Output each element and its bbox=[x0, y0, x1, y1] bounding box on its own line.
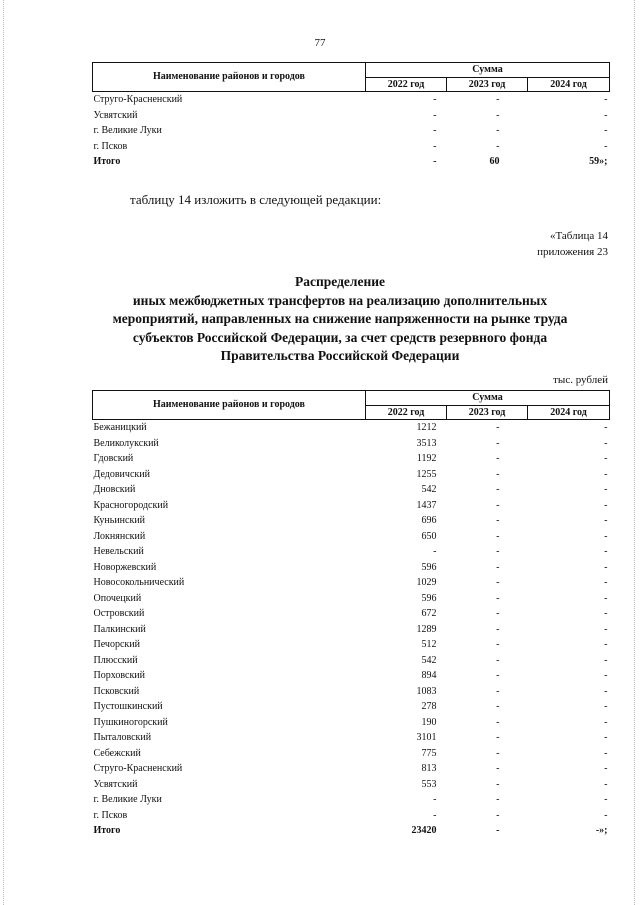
table-row bbox=[93, 808, 610, 824]
district-name: Великолукский bbox=[93, 437, 159, 449]
value-cell: - bbox=[496, 561, 500, 573]
value-cell: - bbox=[496, 453, 500, 464]
value-cell: - bbox=[604, 453, 608, 464]
value-cell: - bbox=[433, 140, 437, 152]
table-row bbox=[93, 591, 610, 607]
district-name: Новосокольнический bbox=[93, 577, 185, 588]
table-reference bbox=[537, 228, 608, 260]
value-cell: - bbox=[604, 763, 608, 774]
district-name: Новоржевский bbox=[93, 561, 157, 573]
value-cell: - bbox=[604, 732, 608, 743]
value-cell: - bbox=[496, 716, 500, 728]
value-cell: - bbox=[604, 437, 608, 449]
table-row bbox=[93, 108, 610, 124]
table-title-line: Правительства Российской Федерации bbox=[220, 348, 460, 363]
table-row bbox=[93, 513, 610, 529]
top-table-body bbox=[93, 92, 610, 170]
value-cell: 1192 bbox=[416, 453, 437, 464]
value-cell: - bbox=[604, 654, 608, 666]
value-cell: - bbox=[604, 809, 608, 821]
value-cell: 553 bbox=[421, 778, 437, 790]
district-name: Усвятский bbox=[93, 109, 138, 121]
value-cell: - bbox=[433, 156, 437, 167]
value-cell: - bbox=[496, 530, 500, 542]
district-name: Псковский bbox=[93, 685, 140, 697]
value-cell: 1212 bbox=[416, 422, 437, 433]
table-reference-line: приложения 23 bbox=[537, 246, 608, 258]
value-cell: 1029 bbox=[416, 577, 437, 588]
table-row bbox=[93, 606, 610, 622]
value-cell: - bbox=[604, 577, 608, 588]
column-header-year: 2024 год bbox=[528, 78, 610, 92]
district-name: Плюсский bbox=[93, 654, 138, 666]
table-title-line: субъектов Российской Федерации, за счет средств резервного фонда bbox=[132, 329, 548, 345]
column-header-name: Наименование районов и городов bbox=[93, 391, 366, 420]
value-cell: - bbox=[604, 468, 608, 480]
margin-line-left bbox=[3, 0, 5, 905]
value-cell: 542 bbox=[421, 484, 437, 495]
value-cell: - bbox=[604, 747, 608, 759]
column-header-name: Наименование районов и городов bbox=[93, 63, 366, 92]
value-cell: - bbox=[496, 608, 500, 619]
value-cell: - bbox=[496, 109, 500, 121]
value-cell: - bbox=[433, 94, 437, 105]
value-cell: 59»; bbox=[589, 156, 608, 167]
value-cell: - bbox=[433, 109, 437, 121]
table-row bbox=[93, 684, 610, 700]
value-cell: - bbox=[604, 778, 608, 790]
value-cell: - bbox=[496, 778, 500, 790]
table-row bbox=[93, 668, 610, 684]
column-header-sum: Сумма bbox=[366, 391, 610, 406]
table-row bbox=[93, 529, 610, 545]
table-row bbox=[93, 467, 610, 483]
district-name: г. Псков bbox=[93, 809, 128, 821]
district-name: Себежский bbox=[93, 747, 141, 759]
value-cell: 1255 bbox=[416, 468, 437, 480]
table-row bbox=[93, 761, 610, 777]
value-cell: - bbox=[496, 484, 500, 495]
value-cell: 3513 bbox=[416, 437, 437, 449]
main-table-body bbox=[93, 420, 610, 839]
value-cell: 696 bbox=[421, 515, 437, 526]
value-cell: - bbox=[604, 422, 608, 433]
value-cell: - bbox=[496, 125, 500, 136]
table-total-row bbox=[93, 154, 610, 170]
value-cell: - bbox=[433, 546, 437, 557]
table-row bbox=[93, 482, 610, 498]
column-header-year: 2024 год bbox=[528, 406, 610, 420]
table-row bbox=[93, 715, 610, 731]
value-cell: 596 bbox=[421, 561, 437, 573]
column-header-year: 2023 год bbox=[447, 78, 528, 92]
column-header-year: 2022 год bbox=[366, 78, 447, 92]
table-row bbox=[93, 420, 610, 436]
district-name: г. Великие Луки bbox=[93, 794, 162, 805]
value-cell: 1437 bbox=[416, 499, 437, 511]
district-name: Струго-Красненский bbox=[93, 763, 183, 774]
value-cell: - bbox=[496, 546, 500, 557]
total-label: Итого bbox=[93, 825, 121, 836]
district-name: Палкинский bbox=[93, 623, 146, 635]
margin-line-right bbox=[634, 0, 636, 905]
table-total-row bbox=[93, 823, 610, 839]
table-row bbox=[93, 139, 610, 155]
value-cell: - bbox=[604, 639, 608, 650]
value-cell: - bbox=[496, 592, 500, 604]
value-cell: - bbox=[604, 546, 608, 557]
district-name: Пыталовский bbox=[93, 732, 152, 743]
value-cell: - bbox=[604, 530, 608, 542]
table-row bbox=[93, 746, 610, 762]
value-cell: - bbox=[604, 515, 608, 526]
district-name: Дедовичский bbox=[93, 468, 150, 480]
value-cell: - bbox=[604, 592, 608, 604]
value-cell: - bbox=[604, 561, 608, 573]
value-cell: -»; bbox=[595, 825, 608, 836]
value-cell: 512 bbox=[421, 639, 437, 650]
value-cell: - bbox=[496, 763, 500, 774]
table-row bbox=[93, 622, 610, 638]
top-table bbox=[92, 62, 610, 170]
district-name: Бежаницкий bbox=[93, 422, 147, 433]
district-name: Островский bbox=[93, 608, 145, 619]
table-row bbox=[93, 777, 610, 793]
value-cell: - bbox=[604, 623, 608, 635]
value-cell: - bbox=[604, 670, 608, 681]
table-row bbox=[93, 451, 610, 467]
table-title-line: иных межбюджетных трансфертов на реализацию дополнительных bbox=[132, 292, 548, 308]
table-row bbox=[93, 637, 610, 653]
value-cell: - bbox=[604, 94, 608, 105]
units-label: тыс. рублей bbox=[553, 374, 608, 386]
value-cell: - bbox=[604, 794, 608, 805]
page-number: 77 bbox=[314, 37, 326, 49]
table-row bbox=[93, 436, 610, 452]
value-cell: - bbox=[433, 125, 437, 136]
value-cell: - bbox=[496, 639, 500, 650]
table-row bbox=[93, 699, 610, 715]
value-cell: 813 bbox=[421, 763, 437, 774]
value-cell: - bbox=[496, 422, 500, 433]
value-cell: 278 bbox=[421, 701, 437, 712]
value-cell: 60 bbox=[489, 156, 500, 167]
value-cell: 190 bbox=[421, 716, 437, 728]
district-name: г. Псков bbox=[93, 140, 128, 152]
table-row bbox=[93, 792, 610, 808]
value-cell: 3101 bbox=[416, 732, 437, 743]
value-cell: 775 bbox=[421, 747, 437, 759]
value-cell: - bbox=[433, 809, 437, 821]
district-name: Красногородский bbox=[93, 499, 169, 511]
value-cell: 672 bbox=[421, 608, 437, 619]
district-name: Дновский bbox=[93, 484, 136, 495]
value-cell: - bbox=[433, 794, 437, 805]
column-header-year: 2023 год bbox=[447, 406, 528, 420]
value-cell: - bbox=[604, 125, 608, 136]
value-cell: - bbox=[496, 515, 500, 526]
district-name: Усвятский bbox=[93, 778, 138, 790]
district-name: Струго-Красненский bbox=[93, 94, 183, 105]
main-table bbox=[92, 390, 610, 839]
value-cell: 542 bbox=[421, 654, 437, 666]
table-row bbox=[93, 123, 610, 139]
value-cell: 596 bbox=[421, 592, 437, 604]
value-cell: - bbox=[496, 140, 500, 152]
table-title bbox=[60, 273, 620, 366]
value-cell: - bbox=[604, 685, 608, 697]
table-row bbox=[93, 575, 610, 591]
value-cell: 894 bbox=[421, 670, 437, 681]
table-title-line: мероприятий, направленных на снижение напряженности на рынке труда bbox=[112, 311, 568, 326]
value-cell: 1083 bbox=[416, 685, 437, 697]
total-label: Итого bbox=[93, 156, 121, 167]
district-name: Печорский bbox=[93, 639, 140, 650]
value-cell: 23420 bbox=[411, 825, 437, 836]
value-cell: - bbox=[604, 701, 608, 712]
district-name: Куньинский bbox=[93, 515, 146, 526]
value-cell: - bbox=[496, 825, 500, 836]
table-row bbox=[93, 653, 610, 669]
table-reference-line: «Таблица 14 bbox=[549, 230, 608, 242]
value-cell: - bbox=[496, 732, 500, 743]
district-name: Пустошкинский bbox=[93, 701, 163, 712]
column-header-year: 2022 год bbox=[366, 406, 447, 420]
table-title-line: Распределение bbox=[294, 274, 386, 289]
district-name: Невельский bbox=[93, 546, 144, 557]
table-row bbox=[93, 498, 610, 514]
district-name: Гдовский bbox=[93, 453, 134, 464]
value-cell: - bbox=[604, 484, 608, 495]
value-cell: - bbox=[496, 468, 500, 480]
value-cell: - bbox=[496, 701, 500, 712]
table-row bbox=[93, 730, 610, 746]
value-cell: - bbox=[496, 499, 500, 511]
district-name: Порховский bbox=[93, 670, 146, 681]
value-cell: - bbox=[604, 608, 608, 619]
value-cell: - bbox=[496, 685, 500, 697]
value-cell: - bbox=[496, 654, 500, 666]
district-name: г. Великие Луки bbox=[93, 125, 162, 136]
value-cell: - bbox=[496, 437, 500, 449]
value-cell: - bbox=[496, 794, 500, 805]
table-row bbox=[93, 544, 610, 560]
value-cell: - bbox=[496, 94, 500, 105]
value-cell: - bbox=[496, 747, 500, 759]
instruction-text: таблицу 14 изложить в следующей редакции: bbox=[130, 192, 382, 207]
value-cell: - bbox=[604, 109, 608, 121]
value-cell: - bbox=[496, 577, 500, 588]
district-name: Пушкиногорский bbox=[93, 716, 168, 728]
value-cell: - bbox=[604, 140, 608, 152]
value-cell: - bbox=[604, 716, 608, 728]
district-name: Локнянский bbox=[93, 530, 146, 542]
value-cell: 650 bbox=[421, 530, 437, 542]
value-cell: - bbox=[496, 809, 500, 821]
district-name: Опочецкий bbox=[93, 592, 142, 604]
table-row bbox=[93, 92, 610, 108]
value-cell: - bbox=[496, 670, 500, 681]
column-header-sum: Сумма bbox=[366, 63, 610, 78]
table-row bbox=[93, 560, 610, 576]
value-cell: - bbox=[604, 499, 608, 511]
value-cell: 1289 bbox=[416, 623, 437, 635]
value-cell: - bbox=[496, 623, 500, 635]
